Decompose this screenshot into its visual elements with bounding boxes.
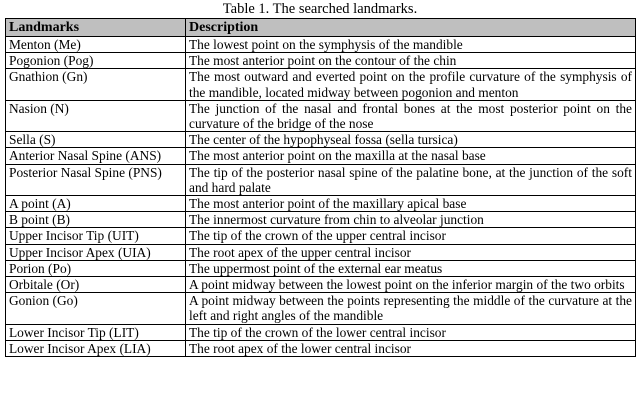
landmark-cell: Posterior Nasal Spine (PNS) xyxy=(6,164,186,195)
description-cell: The most anterior point on the maxilla at the nasal base xyxy=(186,148,636,164)
description-cell: The tip of the crown of the lower central incisor xyxy=(186,324,636,340)
table-row xyxy=(6,100,636,131)
description-cell: The most anterior point of the maxillary apical base xyxy=(186,196,636,212)
landmark-cell: Gonion (Go) xyxy=(6,293,186,324)
table-row xyxy=(6,324,636,340)
description-cell: The tip of the posterior nasal spine of the palatine bone, at the junction of the soft and hard palate xyxy=(186,164,636,195)
description-cell: The tip of the crown of the upper central incisor xyxy=(186,228,636,244)
table-caption: Table 1. The searched landmarks. xyxy=(222,1,418,17)
table-row xyxy=(6,244,636,260)
description-cell: The most anterior point on the contour of the chin xyxy=(186,53,636,69)
landmark-cell: B point (B) xyxy=(6,212,186,228)
landmark-cell: Porion (Po) xyxy=(6,260,186,276)
table-row xyxy=(6,228,636,244)
landmark-cell: Gnathion (Gn) xyxy=(6,69,186,100)
landmark-cell: Menton (Me) xyxy=(6,37,186,53)
description-cell: The most outward and everted point on the profile curvature of the symphysis of the mandible, located midway between pogonion and menton xyxy=(186,69,636,100)
table-row xyxy=(6,69,636,100)
landmark-cell: Pogonion (Pog) xyxy=(6,53,186,69)
description-cell: The root apex of the upper central incisor xyxy=(186,244,636,260)
landmark-cell: A point (A) xyxy=(6,196,186,212)
table-row xyxy=(6,212,636,228)
landmark-cell: Lower Incisor Apex (LIA) xyxy=(6,340,186,356)
description-cell: The innermost curvature from chin to alveolar junction xyxy=(186,212,636,228)
landmark-cell: Upper Incisor Apex (UIA) xyxy=(6,244,186,260)
description-cell: A point midway between the points representing the middle of the curvature at the left and right angles of the mandible xyxy=(186,293,636,324)
landmark-cell: Sella (S) xyxy=(6,132,186,148)
landmark-cell: Orbitale (Or) xyxy=(6,277,186,293)
landmark-cell: Upper Incisor Tip (UIT) xyxy=(6,228,186,244)
header-description: Description xyxy=(186,19,636,37)
table-row xyxy=(6,196,636,212)
description-cell: The center of the hypophyseal fossa (sella tursica) xyxy=(186,132,636,148)
table-row xyxy=(6,148,636,164)
table-row xyxy=(6,277,636,293)
landmarks-table xyxy=(5,18,636,357)
description-cell: The lowest point on the symphysis of the mandible xyxy=(186,37,636,53)
landmark-cell: Nasion (N) xyxy=(6,100,186,131)
table-row xyxy=(6,260,636,276)
header-landmarks: Landmarks xyxy=(6,19,186,37)
table-row xyxy=(6,293,636,324)
description-cell: The uppermost point of the external ear meatus xyxy=(186,260,636,276)
description-cell: A point midway between the lowest point on the inferior margin of the two orbits xyxy=(186,277,636,293)
table-row xyxy=(6,340,636,356)
description-cell: The junction of the nasal and frontal bones at the most posterior point on the curvature of the bridge of the nose xyxy=(186,100,636,131)
table-row xyxy=(6,37,636,53)
table-header-row xyxy=(6,19,636,37)
table-row xyxy=(6,132,636,148)
table-row xyxy=(6,164,636,195)
table-row xyxy=(6,53,636,69)
description-cell: The root apex of the lower central incisor xyxy=(186,340,636,356)
landmark-cell: Anterior Nasal Spine (ANS) xyxy=(6,148,186,164)
landmark-cell: Lower Incisor Tip (LIT) xyxy=(6,324,186,340)
